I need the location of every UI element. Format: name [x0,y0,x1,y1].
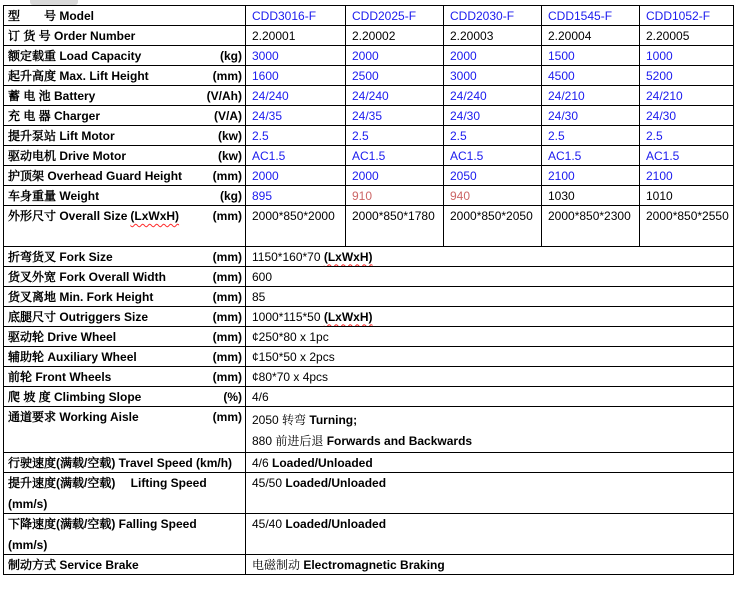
value-cell: 2000*850*2000 [246,206,346,247]
value-cell: 1600 [246,66,346,86]
value-cell: AC1.5 [444,146,542,166]
row-label: 辅助轮 Auxiliary Wheel [8,349,137,364]
row-label: 折弯货叉 Fork Size [8,249,113,264]
value-cell: 940 [444,186,542,206]
spellcheck-underline: (LxWxH) [130,209,180,223]
row-unit: (%) [223,389,242,404]
row-unit: (mm) [212,209,242,223]
row-label-cell [4,126,246,146]
row-label: 额定载重 Load Capacity [8,48,142,63]
value-cell: 1150*160*70 (LxWxH) [246,247,734,267]
value-cell: 4/6 Loaded/Unloaded [246,453,734,473]
value-cell: AC1.5 [640,146,734,166]
value-cell: AC1.5 [246,146,346,166]
aisle-turning-value: 2050 转弯 Turning; [252,413,358,427]
value-cell: 3000 [444,66,542,86]
value-cell: 2.5 [640,126,734,146]
row-label: 型 号 Model [8,8,94,23]
value-cell: 2000*850*1780 [346,206,444,247]
value-cell: 1030 [542,186,640,206]
spec-row-charger [4,106,734,126]
row-unit: (mm/s) [8,497,48,511]
value-cell: 2000 [346,166,444,186]
spec-row-model [4,6,734,26]
value-cell: 1000 [640,46,734,66]
row-label: 提升泵站 Lift Motor [8,128,115,143]
row-label: 起升高度 Max. Lift Height [8,68,149,83]
row-label-cell [4,186,246,206]
value-cell: AC1.5 [542,146,640,166]
spec-row-drive-motor [4,146,734,166]
row-label: 外形尺寸 Overall Size (LxWxH) [8,209,180,223]
spec-row-drive-wheel [4,327,734,347]
row-label-cell [4,247,246,267]
row-label: 充 电 器 Charger [8,108,101,123]
row-label: 车身重量 Weight [8,188,100,203]
value-cell: 2.5 [246,126,346,146]
value-cell: 24/240 [246,86,346,106]
value-cell: 3000 [246,46,346,66]
row-label-cell [4,106,246,126]
spec-row-auxiliary-wheel [4,347,734,367]
row-label: 制动方式 Service Brake [8,557,139,572]
value-cell: 24/210 [542,86,640,106]
value-cell: 45/50 Loaded/Unloaded [246,473,734,514]
spec-row-order-number [4,26,734,46]
spec-row-weight [4,186,734,206]
spec-table [3,5,734,575]
row-unit: (mm) [212,249,242,264]
row-label: 提升速度(满载/空载) Lifting Speed [8,476,207,490]
spec-row-fork-size [4,247,734,267]
value-cell: ¢150*50 x 2pcs [246,347,734,367]
model-cell: CDD2025-F [346,6,444,26]
row-label-cell [4,407,246,453]
value-cell: 2000*850*2050 [444,206,542,247]
value-cell: 2.20005 [640,26,734,46]
row-unit: (kw) [218,128,242,143]
row-label-cell [4,86,246,106]
spellcheck-underline: (LxWxH) [323,249,373,264]
row-unit: (kg) [220,188,242,203]
row-label-cell [4,46,246,66]
spec-row-working-aisle [4,407,734,453]
row-unit: (kg) [220,48,242,63]
row-unit: (mm) [212,369,242,384]
spec-row-load-capacity [4,46,734,66]
row-unit: (mm/s) [8,538,48,552]
value-cell: 2.20001 [246,26,346,46]
row-unit: (mm) [212,309,242,324]
aisle-forwards-value: 880 前进后退 Forwards and Backwards [252,434,473,448]
value-cell: 2000*850*2300 [542,206,640,247]
value-cell: 2500 [346,66,444,86]
row-unit: (mm) [212,68,242,83]
row-label: 通道要求 Working Aisle [8,410,139,424]
value-cell: 85 [246,287,734,307]
spec-row-lifting-speed [4,473,734,514]
row-label: 前轮 Front Wheels [8,369,112,384]
row-label-cell [4,287,246,307]
value-cell: 910 [346,186,444,206]
value-cell: 2.5 [542,126,640,146]
spec-row-outriggers-size [4,307,734,327]
value-cell: 24/240 [346,86,444,106]
spec-row-battery [4,86,734,106]
spec-row-fork-overall-width [4,267,734,287]
row-label: 货叉外宽 Fork Overall Width [8,269,166,284]
value-cell: ¢250*80 x 1pc [246,327,734,347]
row-label-cell [4,387,246,407]
model-cell: CDD1545-F [542,6,640,26]
value-cell: 4/6 [246,387,734,407]
value-cell [246,407,734,453]
spec-row-lift-motor [4,126,734,146]
row-unit: (mm) [212,349,242,364]
model-cell: CDD2030-F [444,6,542,26]
row-label-cell [4,26,246,46]
value-cell: 24/240 [444,86,542,106]
value-cell: 895 [246,186,346,206]
spec-row-falling-speed [4,514,734,555]
spec-row-overhead-guard-height [4,166,734,186]
spec-row-min-fork-height [4,287,734,307]
value-cell: 24/30 [640,106,734,126]
value-cell: 2.20004 [542,26,640,46]
row-label: 驱动电机 Drive Motor [8,148,127,163]
row-label-cell [4,555,246,575]
value-cell: 24/30 [444,106,542,126]
row-label: 底腿尺寸 Outriggers Size [8,309,149,324]
spec-row-climbing-slope [4,387,734,407]
spec-row-overall-size [4,206,734,247]
model-cell: CDD3016-F [246,6,346,26]
row-unit: (mm) [212,168,242,183]
row-label-cell [4,327,246,347]
row-label-cell [4,514,246,555]
value-cell: 2100 [640,166,734,186]
value-cell: 2.5 [346,126,444,146]
spec-row-front-wheels [4,367,734,387]
value-cell: 24/35 [346,106,444,126]
value-cell: 4500 [542,66,640,86]
row-label-cell [4,146,246,166]
spellcheck-underline: (LxWxH) [323,309,373,324]
value-cell: ¢80*70 x 4pcs [246,367,734,387]
row-label-cell [4,473,246,514]
row-label-cell [4,453,246,473]
value-cell: 5200 [640,66,734,86]
value-cell: 2000 [444,46,542,66]
value-cell: 1000*115*50 (LxWxH) [246,307,734,327]
value-cell: 1500 [542,46,640,66]
spec-row-service-brake [4,555,734,575]
row-label: 订 货 号 Order Number [8,28,136,43]
value-cell: 2.20003 [444,26,542,46]
value-cell: 2100 [542,166,640,186]
row-label-cell [4,267,246,287]
spec-row-max-lift-height [4,66,734,86]
spec-row-travel-speed [4,453,734,473]
row-label-cell [4,6,246,26]
value-cell: 600 [246,267,734,287]
value-cell: 24/35 [246,106,346,126]
row-label: 驱动轮 Drive Wheel [8,329,117,344]
model-cell: CDD1052-F [640,6,734,26]
value-cell: 2.5 [444,126,542,146]
row-unit: (kw) [218,148,242,163]
value-cell: 24/210 [640,86,734,106]
row-label: 护顶架 Overhead Guard Height [8,168,183,183]
value-cell: 2.20002 [346,26,444,46]
value-cell: 45/40 Loaded/Unloaded [246,514,734,555]
row-unit: (mm) [212,410,242,424]
row-unit: (V/A) [214,108,242,123]
row-label: 行驶速度(满载/空载) Travel Speed (km/h) [8,455,233,470]
value-cell: 2000*850*2550 [640,206,734,247]
value-cell: 24/30 [542,106,640,126]
value-cell: 1010 [640,186,734,206]
row-label: 货叉离地 Min. Fork Height [8,289,154,304]
row-label: 爬 坡 度 Climbing Slope [8,389,142,404]
value-cell: AC1.5 [346,146,444,166]
value-cell: 2050 [444,166,542,186]
row-label: 蓄 电 池 Battery [8,88,96,103]
row-label-cell [4,206,246,247]
value-cell: 2000 [346,46,444,66]
value-cell: 电磁制动 Electromagnetic Braking [246,555,734,575]
row-label-cell [4,347,246,367]
row-label-cell [4,307,246,327]
row-label-cell [4,66,246,86]
row-unit: (mm) [212,289,242,304]
row-unit: (V/Ah) [206,88,242,103]
row-unit: (mm) [212,329,242,344]
row-label-cell [4,367,246,387]
row-label-cell [4,166,246,186]
row-label: 下降速度(满载/空载) Falling Speed [8,517,197,531]
row-unit: (mm) [212,269,242,284]
value-cell: 2000 [246,166,346,186]
